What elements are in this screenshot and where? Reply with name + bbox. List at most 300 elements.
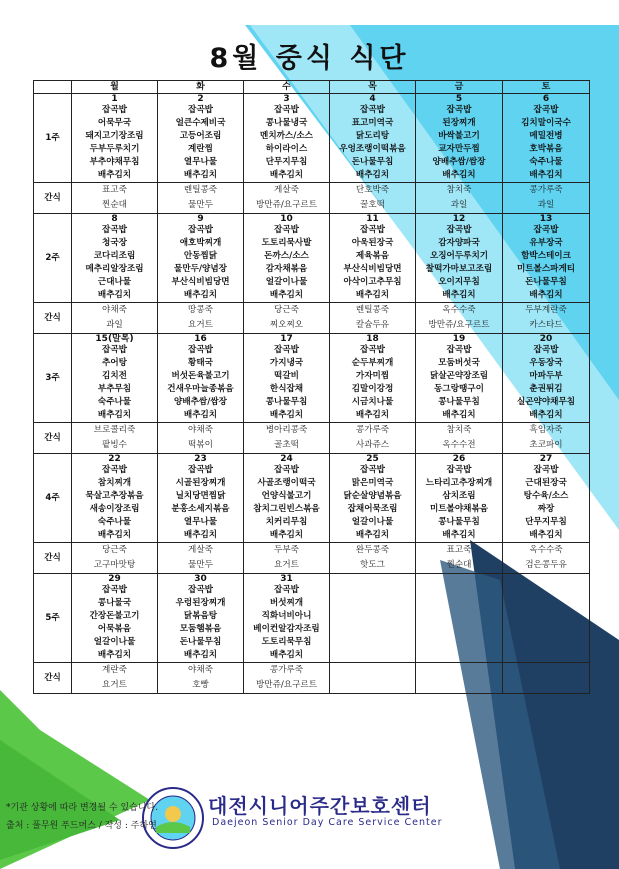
snack-item: 찐순대 xyxy=(102,200,127,210)
snack-item: 당근죽 xyxy=(102,545,127,555)
menu-item xyxy=(330,597,415,610)
snack-item: 두부죽 xyxy=(274,545,299,555)
snack-item: 과일 xyxy=(450,200,468,210)
menu-item: 돈까스/소스 xyxy=(264,251,309,261)
meal-cell xyxy=(330,454,416,543)
date-label: 2 xyxy=(197,94,204,104)
menu-item: 배추김치 xyxy=(183,290,218,300)
center-english-name: Daejeon Senior Day Care Service Center xyxy=(212,817,443,828)
menu-item: 버섯찌개 xyxy=(269,598,304,608)
menu-item: 배추김치 xyxy=(183,170,218,180)
snack-item: 옥수수죽 xyxy=(442,305,476,315)
day-header: 토 xyxy=(503,81,590,94)
date-label: 6 xyxy=(542,94,550,104)
menu-item: 표고미역국 xyxy=(351,118,394,128)
menu-item: 닭볶음탕 xyxy=(183,611,218,621)
snack-item: 검은콩두유 xyxy=(525,560,567,570)
menu-item: 닐치당면찜닭 xyxy=(175,491,226,501)
day-header: 수 xyxy=(244,81,330,94)
menu-item: 배추김치 xyxy=(529,530,563,540)
snack-cell xyxy=(244,663,330,694)
snack-cell xyxy=(503,303,590,334)
menu-item: 미트볼야채볶음 xyxy=(429,504,489,514)
snack-item: 팥빙수 xyxy=(102,440,127,450)
snack-item: 물만두 xyxy=(188,200,213,210)
menu-item xyxy=(503,623,589,636)
menu-item: 떡갈비 xyxy=(274,371,299,381)
menu-item xyxy=(330,623,415,636)
menu-item: 베이컨알감자조림 xyxy=(253,624,320,634)
snack-item: 과일 xyxy=(106,320,123,330)
menu-item: 배추김치 xyxy=(442,530,476,540)
snack-item: 사과쥬스 xyxy=(355,440,390,450)
date-label: 15(말복) xyxy=(95,334,134,344)
date-label: 8 xyxy=(111,214,118,224)
snack-cell xyxy=(72,303,158,334)
snack-item xyxy=(416,663,502,678)
meal-cell xyxy=(72,454,158,543)
menu-item: 배추김치 xyxy=(97,530,132,540)
menu-item: 잡곡밥 xyxy=(274,225,299,235)
snack-item: 게살죽 xyxy=(188,545,213,555)
menu-item: 가지냉국 xyxy=(269,358,304,368)
week-label: 2주 xyxy=(34,214,72,303)
menu-item xyxy=(330,610,415,623)
menu-item: 얼갈이나물 xyxy=(265,277,308,287)
week-meal-row xyxy=(34,214,590,303)
menu-item xyxy=(416,597,502,610)
menu-item: 닭살곤약장조림 xyxy=(429,371,489,381)
menu-item xyxy=(416,610,502,623)
snack-cell xyxy=(158,663,244,694)
date-label: 4 xyxy=(369,94,376,104)
menu-item: 버섯돈육불고기 xyxy=(171,371,230,381)
menu-item: 감자양파국 xyxy=(438,238,480,248)
menu-item: 춘권튀김 xyxy=(529,384,563,394)
menu-item: 잡채어묵조림 xyxy=(347,504,398,514)
snack-cell xyxy=(330,183,416,214)
menu-item: 콩나물무침 xyxy=(438,517,480,527)
menu-item: 배추김치 xyxy=(529,170,563,180)
meal-cell xyxy=(72,334,158,423)
menu-item: 양배추쌈/쌈장 xyxy=(432,157,486,167)
snack-item: 참치죽 xyxy=(446,425,472,435)
menu-item: 배추김치 xyxy=(442,170,476,180)
menu-item: 잡곡밥 xyxy=(360,105,385,115)
snack-item xyxy=(503,663,589,678)
menu-item: 부산식비빔당면 xyxy=(171,277,230,287)
menu-item: 잡곡밥 xyxy=(274,345,299,355)
menu-item: 고등어조림 xyxy=(179,131,222,141)
menu-item: 묵살고추장볶음 xyxy=(85,491,144,501)
date-label: 29 xyxy=(108,574,121,584)
menu-item: 우엉조랭이떡볶음 xyxy=(339,144,406,154)
menu-item: 열무나물 xyxy=(183,157,218,167)
meal-cell xyxy=(244,94,330,183)
menu-item: 코다리조림 xyxy=(93,251,136,261)
menu-item: 어묵무국 xyxy=(97,118,132,128)
snack-item: 계란죽 xyxy=(102,665,127,675)
menu-table xyxy=(33,80,590,694)
menu-item: 메추리알장조림 xyxy=(85,264,144,274)
menu-item xyxy=(503,610,589,623)
menu-item: 잡곡밥 xyxy=(188,225,213,235)
menu-item: 콩나물무침 xyxy=(438,397,480,407)
snack-cell xyxy=(158,543,244,574)
menu-item: 배추김치 xyxy=(97,410,132,420)
snack-item: 참치죽 xyxy=(446,185,472,195)
menu-item: 콩나물냉국 xyxy=(265,118,308,128)
snack-item: 방만쥬/요구르트 xyxy=(255,200,317,210)
snack-item: 찌오찌오 xyxy=(269,320,304,330)
menu-item: 잡곡밥 xyxy=(533,345,559,355)
menu-item xyxy=(330,636,415,649)
menu-item: 얼갈이나물 xyxy=(93,637,136,647)
day-header: 금 xyxy=(416,81,503,94)
menu-item: 배추김치 xyxy=(97,290,132,300)
meal-cell xyxy=(72,214,158,303)
snack-item: 요거트 xyxy=(188,320,213,330)
snack-cell xyxy=(416,663,503,694)
meal-cell xyxy=(330,574,416,663)
week-snack-row xyxy=(34,423,590,454)
menu-item: 배추김치 xyxy=(355,290,390,300)
menu-item: 추어탕 xyxy=(102,358,127,368)
menu-item: 숙주나물 xyxy=(529,157,563,167)
menu-item xyxy=(416,623,502,636)
menu-item: 참치찌개 xyxy=(97,478,132,488)
menu-item: 시골된장찌개 xyxy=(175,478,226,488)
menu-item: 두부두루치기 xyxy=(89,144,140,154)
snack-cell xyxy=(72,183,158,214)
menu-item: 배추김치 xyxy=(529,410,563,420)
menu-item: 배추김치 xyxy=(529,290,563,300)
menu-item: 잡곡밥 xyxy=(360,345,385,355)
snack-item: 렌틸콩죽 xyxy=(355,305,390,315)
menu-item: 오징어두루치기 xyxy=(429,251,489,261)
date-label: 5 xyxy=(455,94,463,104)
snack-item: 땅콩죽 xyxy=(188,305,213,315)
menu-item: 애호박찌개 xyxy=(179,238,222,248)
menu-item: 돈나물무침 xyxy=(525,277,567,287)
menu-item: 배추김치 xyxy=(97,650,132,660)
date-label: 25 xyxy=(366,454,379,464)
menu-item: 부추무침 xyxy=(97,384,132,394)
meal-cell xyxy=(330,214,416,303)
menu-item: 분홍소세지볶음 xyxy=(171,504,230,514)
snack-item: 야채죽 xyxy=(102,305,127,315)
date-label: 22 xyxy=(108,454,121,464)
snack-cell xyxy=(503,423,590,454)
week-snack-row xyxy=(34,543,590,574)
meal-cell xyxy=(72,574,158,663)
menu-item: 잡곡밥 xyxy=(188,345,213,355)
menu-item: 탕수육/소스 xyxy=(523,491,569,501)
meal-cell xyxy=(416,94,503,183)
snack-item: 야채죽 xyxy=(188,425,213,435)
menu-item: 배추김치 xyxy=(442,290,476,300)
date-label: 11 xyxy=(366,214,379,224)
menu-item: 배추김치 xyxy=(355,410,390,420)
menu-item: 안동찜닭 xyxy=(183,251,218,261)
snack-cell xyxy=(503,663,590,694)
date-label: 30 xyxy=(194,574,207,584)
snack-cell xyxy=(158,423,244,454)
snack-cell xyxy=(158,303,244,334)
snack-cell xyxy=(330,303,416,334)
snack-cell xyxy=(244,183,330,214)
menu-item xyxy=(330,584,415,597)
menu-item: 김말이강정 xyxy=(351,384,394,394)
snack-cell xyxy=(416,543,503,574)
menu-item: 어묵볶음 xyxy=(97,624,132,634)
menu-item: 찰떡가마보고조림 xyxy=(425,264,493,274)
menu-item: 멘치까스/소스 xyxy=(260,131,313,141)
snack-cell xyxy=(503,183,590,214)
meal-cell xyxy=(158,454,244,543)
snack-cell xyxy=(416,183,503,214)
snack-cell xyxy=(244,543,330,574)
menu-item: 아욱된장국 xyxy=(351,238,394,248)
meal-cell xyxy=(158,214,244,303)
day-header: 목 xyxy=(330,81,416,94)
menu-item: 함박스테이크 xyxy=(521,251,571,261)
week-snack-row xyxy=(34,183,590,214)
menu-item: 바싹불고기 xyxy=(438,131,480,141)
day-header: 화 xyxy=(158,81,244,94)
menu-item: 황태국 xyxy=(188,358,213,368)
date-label xyxy=(330,574,415,584)
menu-item: 잡곡밥 xyxy=(533,225,559,235)
menu-item: 배추김치 xyxy=(183,410,218,420)
menu-item: 얼갈이나물 xyxy=(351,517,394,527)
menu-item: 콩나물무침 xyxy=(265,397,308,407)
date-label xyxy=(503,574,589,584)
menu-item: 물만두/양념장 xyxy=(174,264,227,274)
menu-item xyxy=(503,649,589,662)
menu-item xyxy=(416,584,502,597)
menu-item: 배추김치 xyxy=(183,650,218,660)
menu-item: 배추김치 xyxy=(269,170,304,180)
menu-item: 잡곡밥 xyxy=(360,465,385,475)
date-label: 18 xyxy=(366,334,379,344)
snack-item: 콩가루죽 xyxy=(355,425,390,435)
snack-item: 표고죽 xyxy=(446,545,472,555)
snack-item: 옥수수죽 xyxy=(529,545,563,555)
date-label: 23 xyxy=(194,454,207,464)
menu-item: 된장찌개 xyxy=(442,118,476,128)
snack-item: 콩가루죽 xyxy=(529,185,563,195)
menu-item: 닭순살양념볶음 xyxy=(343,491,402,501)
menu-item: 새송이장조림 xyxy=(89,504,140,514)
meal-cell xyxy=(416,574,503,663)
menu-item: 잡곡밥 xyxy=(274,585,299,595)
day-header: 월 xyxy=(72,81,158,94)
center-name: 대전시니어주간보호센터 xyxy=(208,794,432,818)
snack-item xyxy=(330,663,415,678)
snack-item: 브로콜리죽 xyxy=(93,425,136,435)
meal-cell xyxy=(244,454,330,543)
snack-item: 단호박죽 xyxy=(355,185,390,195)
menu-item: 동그랑땡구이 xyxy=(434,384,484,394)
snack-cell xyxy=(244,423,330,454)
date-label: 26 xyxy=(452,454,466,464)
date-label: 3 xyxy=(283,94,290,104)
snack-item xyxy=(330,678,415,693)
snack-item: 표고죽 xyxy=(102,185,127,195)
menu-item: 감자채볶음 xyxy=(265,264,308,274)
menu-item: 느타리고추장찌개 xyxy=(425,478,493,488)
snack-item xyxy=(416,678,502,693)
week-snack-row xyxy=(34,303,590,334)
snack-item: 요거트 xyxy=(102,680,127,690)
day-header-row xyxy=(34,81,590,94)
snack-item: 당근죽 xyxy=(274,305,299,315)
menu-item: 부산식비빔당면 xyxy=(343,264,402,274)
menu-item: 배추김치 xyxy=(269,290,304,300)
menu-item: 맑은미역국 xyxy=(351,478,394,488)
snack-cell xyxy=(330,423,416,454)
menu-item: 제육볶음 xyxy=(355,251,390,261)
menu-item: 직화너비아니 xyxy=(261,611,312,621)
snack-item: 병아리콩죽 xyxy=(265,425,308,435)
meal-cell xyxy=(416,334,503,423)
menu-item: 미트볼스파게티 xyxy=(516,264,576,274)
menu-item: 잡곡밥 xyxy=(446,225,472,235)
meal-cell xyxy=(503,214,590,303)
menu-item: 실곤약야채무침 xyxy=(516,397,576,407)
menu-item: 배추김치 xyxy=(355,530,390,540)
meal-cell xyxy=(72,94,158,183)
meal-cell xyxy=(244,214,330,303)
snack-cell xyxy=(158,183,244,214)
snack-cell xyxy=(416,303,503,334)
menu-item: 도토리묵무침 xyxy=(261,637,312,647)
menu-item: 우렁된장찌개 xyxy=(175,598,226,608)
date-label: 1 xyxy=(111,94,118,104)
menu-item: 근대나물 xyxy=(97,277,132,287)
menu-item: 잡곡밥 xyxy=(102,465,127,475)
date-label: 31 xyxy=(280,574,293,584)
snack-item: 흑임자죽 xyxy=(529,425,563,435)
snack-item xyxy=(503,678,589,693)
menu-item: 계란찜 xyxy=(188,144,213,154)
week-label: 4주 xyxy=(34,454,72,543)
snack-item: 렌틸콩죽 xyxy=(183,185,218,195)
menu-item xyxy=(503,597,589,610)
week-meal-row xyxy=(34,574,590,663)
snack-cell xyxy=(72,543,158,574)
snack-label: 간식 xyxy=(34,183,72,214)
snack-item: 떡볶이 xyxy=(188,440,213,450)
snack-cell xyxy=(72,663,158,694)
snack-item: 물만두 xyxy=(188,560,213,570)
menu-item xyxy=(503,636,589,649)
snack-cell xyxy=(244,303,330,334)
snack-label: 간식 xyxy=(34,303,72,334)
menu-item: 돼지고기장조림 xyxy=(85,131,144,141)
meal-cell xyxy=(158,334,244,423)
snack-item: 두부계란죽 xyxy=(525,305,567,315)
snack-item: 옥수수전 xyxy=(442,440,476,450)
week-meal-row xyxy=(34,94,590,183)
menu-item: 잡곡밥 xyxy=(446,345,472,355)
date-label xyxy=(416,574,502,584)
date-label: 19 xyxy=(452,334,466,344)
snack-item: 방만쥬/요구르트 xyxy=(428,320,490,330)
menu-item: 시금치나물 xyxy=(351,397,394,407)
week-snack-row xyxy=(34,663,590,694)
snack-item: 과일 xyxy=(537,200,555,210)
meal-cell xyxy=(503,334,590,423)
meal-cell xyxy=(416,454,503,543)
menu-item: 모둠버섯국 xyxy=(438,358,480,368)
meal-cell xyxy=(244,574,330,663)
menu-item: 단무지무침 xyxy=(265,157,308,167)
week-label: 3주 xyxy=(34,334,72,423)
menu-item: 얼큰수제비국 xyxy=(175,118,226,128)
menu-item: 근대된장국 xyxy=(525,478,567,488)
source-credit: 출처 : 풀무원 푸드머스 / 작성 : 주하연 xyxy=(6,821,157,831)
corner-cell xyxy=(34,81,72,94)
menu-item: 교자만두찜 xyxy=(438,144,480,154)
menu-item: 짜장 xyxy=(537,504,555,514)
menu-item: 숙주나물 xyxy=(97,397,132,407)
snack-label: 간식 xyxy=(34,423,72,454)
menu-item: 잡곡밥 xyxy=(533,105,559,115)
menu-item: 단무지무침 xyxy=(525,517,567,527)
snack-item: 호빵 xyxy=(192,680,209,690)
date-label: 12 xyxy=(452,214,466,224)
menu-item: 배추김치 xyxy=(269,530,304,540)
menu-item: 모둠햄볶음 xyxy=(179,624,222,634)
snack-item: 칼슘두유 xyxy=(355,320,390,330)
meal-cell xyxy=(503,94,590,183)
date-label: 20 xyxy=(539,334,553,344)
menu-item: 잡곡밥 xyxy=(446,105,472,115)
snack-label: 간식 xyxy=(34,543,72,574)
date-label: 24 xyxy=(280,454,293,464)
menu-item: 부추야채무침 xyxy=(89,157,140,167)
menu-item: 열무나물 xyxy=(183,517,218,527)
menu-item: 메밀전병 xyxy=(529,131,563,141)
menu-item xyxy=(330,649,415,662)
meal-cell xyxy=(330,94,416,183)
menu-item: 순두부찌개 xyxy=(351,358,394,368)
menu-item: 닭도리탕 xyxy=(355,131,390,141)
menu-item: 마파두부 xyxy=(529,371,563,381)
menu-item: 한식잡채 xyxy=(269,384,304,394)
menu-item: 배추김치 xyxy=(355,170,390,180)
change-notice: *기관 상황에 따라 변경될 수 있습니다. xyxy=(6,803,159,813)
menu-item: 돈나물무침 xyxy=(179,637,222,647)
menu-item: 호박볶음 xyxy=(529,144,563,154)
menu-item: 하이라이스 xyxy=(265,144,308,154)
menu-item: 우동장국 xyxy=(529,358,563,368)
menu-item: 도토리묵사발 xyxy=(261,238,312,248)
meal-cell xyxy=(416,214,503,303)
snack-cell xyxy=(330,663,416,694)
meal-cell xyxy=(158,94,244,183)
menu-item: 배추김치 xyxy=(269,650,304,660)
menu-item: 잡곡밥 xyxy=(102,345,127,355)
snack-item: 야채죽 xyxy=(188,665,213,675)
meal-cell xyxy=(503,454,590,543)
page-title: 8월 중식 식단 xyxy=(209,43,410,74)
menu-item xyxy=(416,649,502,662)
snack-cell xyxy=(416,423,503,454)
snack-item: 초코파이 xyxy=(529,440,563,450)
